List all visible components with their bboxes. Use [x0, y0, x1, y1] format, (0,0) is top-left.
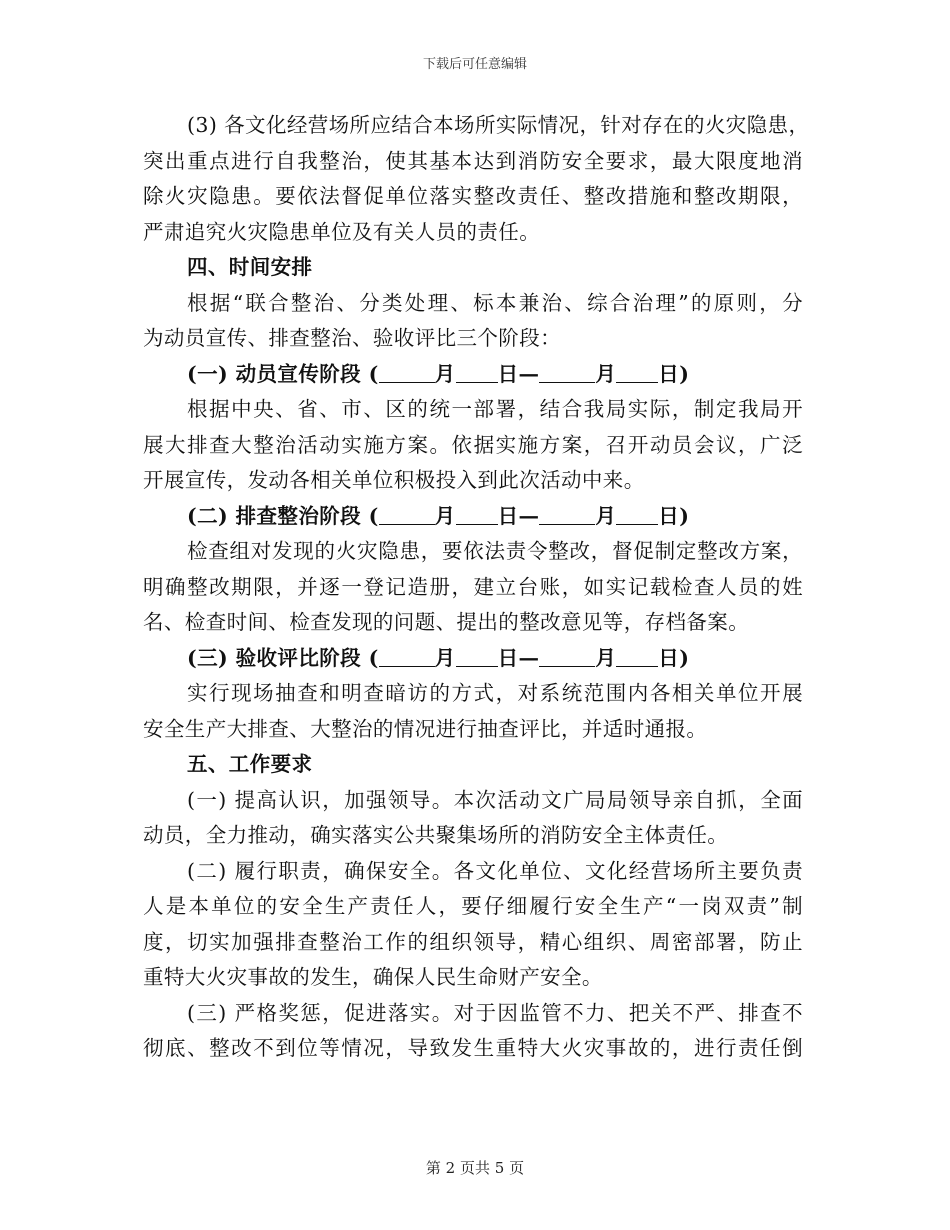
blank-line — [456, 359, 498, 383]
section-heading-time-schedule: 四、时间安排 — [187, 255, 313, 279]
text-line: 根据中央、省、市、区的统一部署，结合我局实际，制定我局开 — [187, 397, 803, 421]
paragraph-mobilization — [143, 392, 803, 499]
month-label: 月 — [434, 361, 456, 386]
text-line: 严肃追究火灾隐患单位及有关人员的责任。 — [143, 219, 541, 244]
page-header: 下载后可任意编辑 — [422, 57, 527, 72]
day-label: 日— — [497, 361, 540, 386]
day-label: 日— — [497, 645, 540, 670]
text-line: 实行现场抽查和明查暗访的方式，对系统范围内各相关单位开展 — [187, 681, 803, 705]
text-line: 动员，全力推动，确实落实公共聚集场所的消防安全主体责任。 — [143, 823, 729, 847]
phase-label: (一) 动员宣传阶段 ( — [187, 361, 379, 386]
paragraph-principle — [143, 286, 803, 357]
text-line: 安全生产大排查、大整治的情况进行抽查评比，并适时通报。 — [143, 716, 708, 741]
blank-line — [456, 643, 498, 667]
text-line: 彻底、整改不到位等情况，导致发生重特大火灾事故的，进行责任倒 — [143, 1036, 803, 1060]
text-line: 检查组对发现的火灾隐患，要依法责令整改，督促制定整改方案， — [187, 539, 803, 563]
text-line: 突出重点进行自我整治，使其基本达到消防安全要求，最大限度地消 — [143, 148, 803, 173]
text-line: 为动员宣传、排查整治、验收评比三个阶段： — [143, 326, 561, 350]
month-label: 月 — [595, 645, 617, 670]
paragraph-inspection — [143, 534, 803, 641]
day-label: 日— — [497, 503, 540, 528]
phase-heading-inspection — [143, 499, 803, 535]
text-line: (一) 提高认识，加强领导。本次活动文广局局领导亲自抓，全面 — [187, 787, 803, 812]
text-line: (二) 履行职责，确保安全。各文化单位、文化经营场所主要负责 — [187, 858, 803, 883]
month-label: 月 — [434, 503, 456, 528]
paragraph-requirement-2 — [143, 854, 803, 996]
day-label: 日) — [658, 361, 690, 386]
phase-heading-acceptance — [143, 641, 803, 677]
text-line: (3) 各文化经营场所应结合本场所实际情况，针对存在的火灾隐患， — [187, 113, 810, 137]
text-line: 除火灾隐患。要依法督促单位落实整改责任、整改措施和整改期限， — [143, 184, 803, 208]
blank-line — [539, 501, 595, 525]
month-label: 月 — [595, 361, 617, 386]
section-heading-work-requirements: 五、工作要求 — [187, 752, 313, 776]
phase-label: (二) 排查整治阶段 ( — [187, 503, 379, 528]
text-line: (三) 严格奖惩，促进落实。对于因监管不力、把关不严、排查不 — [187, 1000, 803, 1025]
text-line: 开展宣传，发动各相关单位积极投入到此次活动中来。 — [143, 468, 645, 492]
blank-line — [616, 359, 658, 383]
text-line: 人是本单位的安全生产责任人，要仔细履行安全生产“一岗双责”制 — [143, 894, 803, 918]
text-line: 明确整改期限，并逐一登记造册，建立台账，如实记载检查人员的姓 — [143, 574, 803, 599]
month-label: 月 — [595, 503, 617, 528]
blank-line — [379, 359, 435, 383]
text-line: 度，切实加强排查整治工作的组织领导，精心组织、周密部署，防止 — [143, 929, 803, 954]
blank-line — [456, 501, 498, 525]
text-line: 名、检查时间、检查发现的问题、提出的整改意见等，存档备案。 — [143, 610, 750, 634]
blank-line — [616, 501, 658, 525]
paragraph-acceptance — [143, 676, 803, 747]
blank-line — [379, 643, 435, 667]
blank-line — [539, 359, 595, 383]
paragraph-3 — [143, 108, 810, 250]
month-label: 月 — [434, 645, 456, 670]
paragraph-requirement-1 — [143, 783, 803, 854]
paragraph-requirement-3 — [143, 996, 803, 1067]
blank-line — [379, 501, 435, 525]
day-label: 日) — [658, 503, 690, 528]
text-line: 重特大火灾事故的发生，确保人民生命财产安全。 — [143, 965, 603, 989]
page-footer: 第 2 页共 5 页 — [425, 1159, 525, 1177]
text-line: 根据“联合整治、分类处理、标本兼治、综合治理”的原则，分 — [187, 290, 803, 315]
phase-heading-mobilization — [143, 357, 803, 393]
blank-line — [539, 643, 595, 667]
phase-label: (三) 验收评比阶段 ( — [187, 645, 379, 670]
blank-line — [616, 643, 658, 667]
day-label: 日) — [658, 645, 690, 670]
document-body — [143, 108, 810, 1067]
text-line: 展大排查大整治活动实施方案。依据实施方案，召开动员会议，广泛 — [143, 432, 803, 457]
